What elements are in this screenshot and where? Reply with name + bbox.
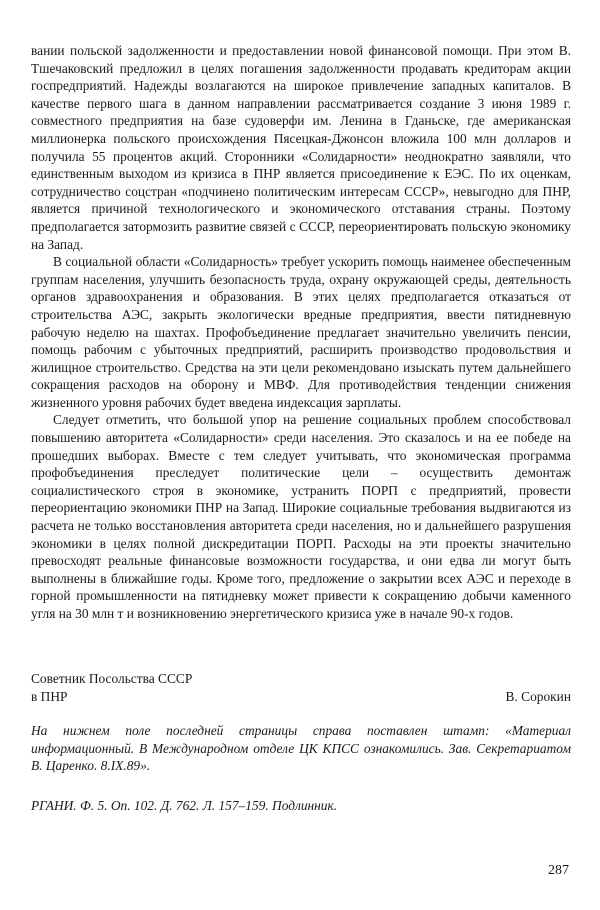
- signature-position-line1: Советник Посольства СССР: [31, 671, 193, 686]
- source-citation: РГАНИ. Ф. 5. Оп. 102. Д. 762. Л. 157–159. Подлинник.: [31, 798, 338, 813]
- body-text: [31, 42, 571, 623]
- paragraph-2: В социальной области «Солидарность» требует ускорить помощь наименее обеспеченным группам населения, улучшить безопасность труда, охрану окружающей среды, деятельность органов здравоохранения и образования. В этих целях предполагается отказаться от строительства АЭС, закрыть экологически вредные предприятия, ввести пятидневную рабочую неделю на шахтах. Профобъединение предлагает значительно увеличить пенсии, помощь рабочим с убыточных предприятий, расширить производство продовольствия и жилищное строительство. Средства на эти цели рекомендовано изыскать путем дальнейшего сокращения расходов на оборону и МВФ. Для противодействия тенденции снижения жизненного уровня рабочих будет введена индексация зарплаты.: [31, 254, 571, 410]
- signature-row: [31, 688, 571, 706]
- page-number: 287: [548, 863, 569, 878]
- paragraph-3: Следует отметить, что большой упор на решение социальных проблем способствовал повышению авторитета «Солидарности» среди населения. Это сказалось и на ее победе на прошедших выборах. Вместе с тем следует учитывать, что экономическая программа профобъединения преследует политические цели – осуществить демонтаж социалистического строя в экономике, устранить ПОРП с предприятий, провести переориентацию экономики ПНР на Запад. Широкие социальные требования выдвигаются из расчета не только восстановления авторитета среди населения, но и дальнейшего разрушения экономики в целях полной дискредитации ПОРП. Расходы на эти проекты значительно превосходят реальные финансовые возможности государства, и они едва ли могут быть выполнены в ближайшие годы. Кроме того, предложение о закрытии всех АЭС и переходе в горной промышленности на пятидневку может привести к сокращению добычи каменного угля на 30 млн т и возникновению энергетического кризиса уже в начале 90-х годов.: [31, 412, 571, 621]
- paragraph-1: вании польской задолженности и предоставлении новой финансовой помощи. При этом В. Тшечаковский предложил в целях погашения задолженности продавать кредиторам акции госпредприятий. Надежды возлагаются на широкое привлечение западных капиталов. В качестве первого шага в данном направлении рассматривается создание 3 июня 1989 г. совместного предприятия на базе судоверфи им. Ленина в Гданьске, где американская миллионерка польского происхождения Пясецкая-Джонсон вложила 100 млн долларов и получила 55 процентов акций. Сторонники «Солидарности» неоднократно заявляли, что единственным выходом из кризиса в ПНР является присоединение к ЕЭС. По их оценкам, сотрудничество соцстран «подчинено политическим интересам СССР», невыгодно для ПНР, является причиной технологического и экономического отставания страны. Поэтому предполагается затормозить развитие связей с СССР, переориентировать польскую экономику на Запад.: [31, 43, 571, 252]
- signature-name: В. Сорокин: [505, 688, 571, 704]
- archival-note: На нижнем поле последней страницы справа поставлен штамп: «Материал информационный. В Международном отделе ЦК КПСС ознакомились. Зав. Секретариатом В. Царенко. 8.IX.89».: [31, 723, 571, 774]
- signature-block: [31, 670, 571, 705]
- signature-position-line2: в ПНР: [31, 688, 68, 704]
